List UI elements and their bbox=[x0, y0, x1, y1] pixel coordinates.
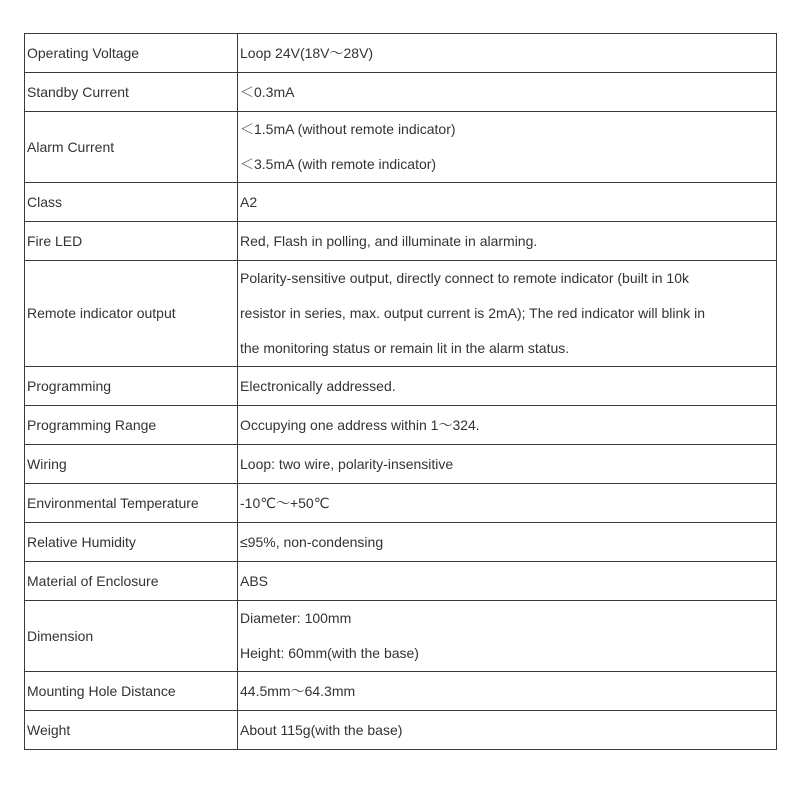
spec-row bbox=[25, 222, 777, 261]
spec-value-line: Loop: two wire, polarity-insensitive bbox=[240, 455, 454, 472]
spec-value-line: Height: 60mm(with the base) bbox=[240, 645, 419, 661]
spec-value-line: -10℃～+50℃ bbox=[240, 494, 330, 511]
spec-value-line: ≤95%, non-condensing bbox=[240, 533, 384, 550]
spec-value-line: resistor in series, max. output current is 2mA); The red indicator will blink in bbox=[240, 305, 706, 321]
spec-row bbox=[25, 261, 777, 367]
spec-value-line: Diameter: 100mm bbox=[240, 610, 352, 626]
spec-label: Relative Humidity bbox=[25, 523, 238, 562]
spec-label: Programming Range bbox=[25, 406, 238, 445]
spec-label: Remote indicator output bbox=[25, 261, 238, 367]
spec-value bbox=[238, 112, 777, 183]
spec-row bbox=[25, 601, 777, 672]
spec-row bbox=[25, 73, 777, 112]
spec-label: Programming bbox=[25, 367, 238, 406]
spec-label: Weight bbox=[25, 711, 238, 750]
spec-row bbox=[25, 406, 777, 445]
spec-row bbox=[25, 523, 777, 562]
spec-label: Mounting Hole Distance bbox=[25, 672, 238, 711]
spec-row bbox=[25, 484, 777, 523]
spec-row bbox=[25, 34, 777, 73]
spec-value bbox=[238, 367, 777, 406]
spec-value bbox=[238, 601, 777, 672]
spec-label: Material of Enclosure bbox=[25, 562, 238, 601]
spec-value-line: A2 bbox=[240, 193, 258, 210]
spec-value-line: Red, Flash in polling, and illuminate in alarming. bbox=[240, 232, 538, 249]
spec-value-line: ＜3.5mA (with remote indicator) bbox=[240, 156, 437, 172]
spec-row bbox=[25, 183, 777, 222]
spec-value bbox=[238, 484, 777, 523]
spec-value-line: ＜0.3mA bbox=[240, 83, 295, 100]
spec-row bbox=[25, 367, 777, 406]
spec-value-line: Occupying one address within 1～324. bbox=[240, 416, 480, 433]
spec-row bbox=[25, 672, 777, 711]
spec-row bbox=[25, 112, 777, 183]
spec-value-line: Electronically addressed. bbox=[240, 377, 396, 394]
spec-row bbox=[25, 562, 777, 601]
spec-label: Alarm Current bbox=[25, 112, 238, 183]
spec-value-line: ＜1.5mA (without remote indicator) bbox=[240, 121, 456, 137]
spec-label: Standby Current bbox=[25, 73, 238, 112]
spec-label: Fire LED bbox=[25, 222, 238, 261]
spec-value bbox=[238, 711, 777, 750]
spec-value bbox=[238, 261, 777, 367]
spec-value bbox=[238, 183, 777, 222]
spec-value bbox=[238, 222, 777, 261]
spec-value-line: Loop 24V(18V～28V) bbox=[240, 44, 374, 61]
spec-value bbox=[238, 523, 777, 562]
spec-value bbox=[238, 406, 777, 445]
spec-value-line: the monitoring status or remain lit in the alarm status. bbox=[240, 340, 570, 356]
spec-row bbox=[25, 445, 777, 484]
spec-table-body bbox=[25, 34, 777, 750]
spec-label: Environmental Temperature bbox=[25, 484, 238, 523]
spec-value-line: About 115g(with the base) bbox=[240, 721, 403, 738]
spec-value-line: 44.5mm～64.3mm bbox=[240, 682, 356, 699]
spec-value bbox=[238, 73, 777, 112]
spec-value-line: Polarity-sensitive output, directly connect to remote indicator (built in 10k bbox=[240, 270, 689, 286]
spec-label: Dimension bbox=[25, 601, 238, 672]
spec-label: Class bbox=[25, 183, 238, 222]
spec-value-line: ABS bbox=[240, 572, 269, 589]
spec-row bbox=[25, 711, 777, 750]
spec-value bbox=[238, 445, 777, 484]
spec-value bbox=[238, 34, 777, 73]
spec-label: Operating Voltage bbox=[25, 34, 238, 73]
spec-label: Wiring bbox=[25, 445, 238, 484]
spec-value bbox=[238, 562, 777, 601]
spec-value bbox=[238, 672, 777, 711]
spec-table bbox=[24, 33, 777, 750]
